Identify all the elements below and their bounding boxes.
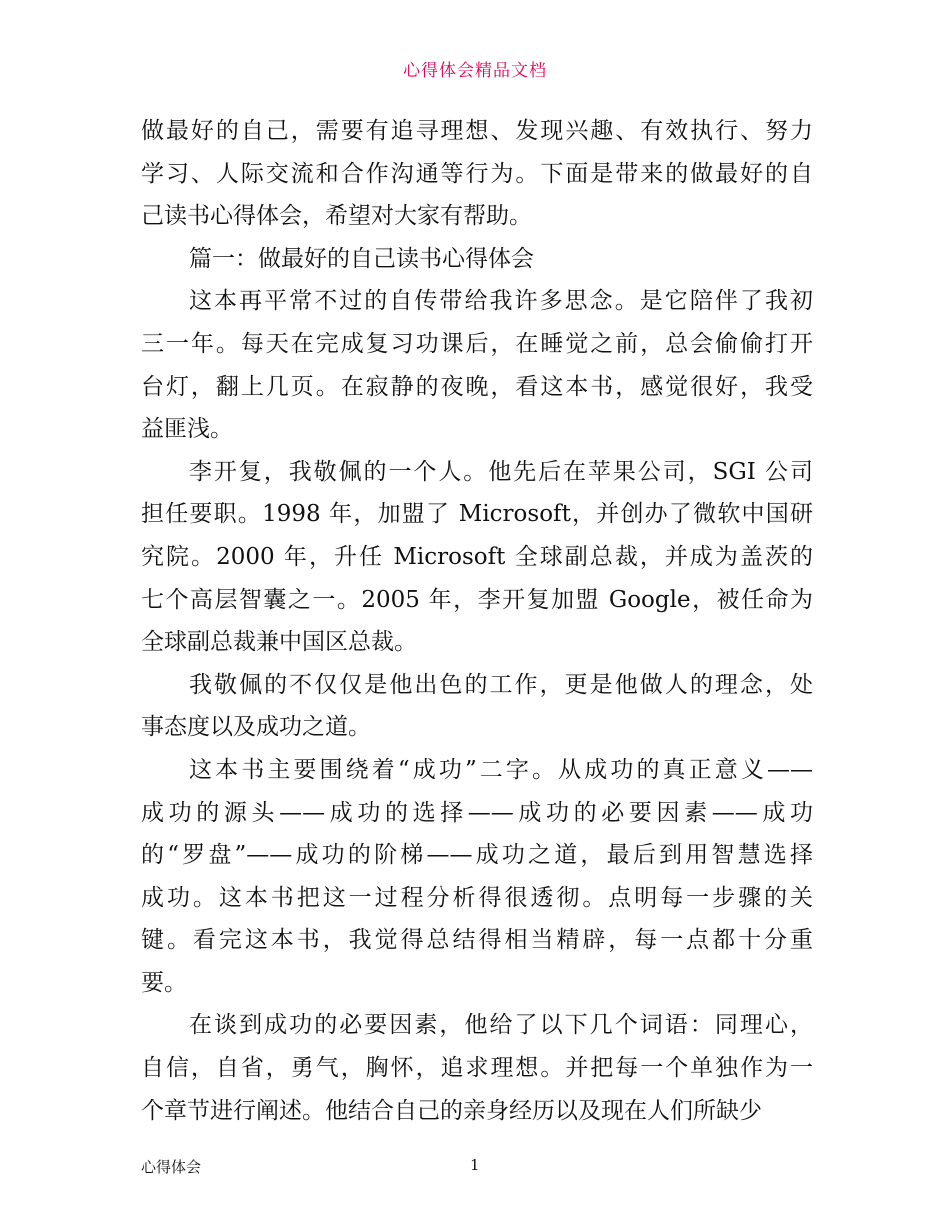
text-line: 担任要职。1998 年，加盟了 Microsoft，并创办了微软中国研 <box>141 501 813 528</box>
text-line: 事态度以及成功之道。 <box>141 714 371 741</box>
paragraph <box>141 451 813 664</box>
text-line: 李开复，我敬佩的一个人。他先后在苹果公司，SGI 公司 <box>189 458 813 485</box>
text-line: 台灯，翻上几页。在寂静的夜晚，看这本书，感觉很好，我受 <box>141 373 813 400</box>
text-line: 我敬佩的不仅仅是他出色的工作，更是他做人的理念，处 <box>189 671 813 698</box>
paragraph <box>141 280 813 450</box>
text-line: 篇一：做最好的自己读书心得体会 <box>189 245 534 272</box>
text-line: 益匪浅。 <box>141 416 233 443</box>
document-body <box>141 110 813 1132</box>
paragraph <box>141 1004 813 1132</box>
text-line: 己读书心得体会，希望对大家有帮助。 <box>141 203 532 230</box>
text-line: 要。 <box>141 969 187 996</box>
text-line: 成功的源头——成功的选择——成功的必要因素——成功 <box>141 799 813 826</box>
text-line: 在谈到成功的必要因素，他给了以下几个词语：同理心， <box>189 1012 813 1039</box>
paragraph <box>141 749 813 1005</box>
text-line: 七个高层智囊之一。2005 年，李开复加盟 Google，被任命为 <box>141 586 813 613</box>
text-line: 键。看完这本书，我觉得总结得相当精辟，每一点都十分重 <box>141 927 813 954</box>
text-line: 的“罗盘”——成功的阶梯——成功之道，最后到用智慧选择 <box>141 842 813 869</box>
text-line: 这本书主要围绕着“成功”二字。从成功的真正意义—— <box>189 756 813 783</box>
text-line: 个章节进行阐述。他结合自己的亲身经历以及现在人们所缺少 <box>141 1097 762 1124</box>
text-line: 全球副总裁兼中国区总裁。 <box>141 629 417 656</box>
text-line: 自信，自省，勇气，胸怀，追求理想。并把每一个单独作为一 <box>141 1055 813 1082</box>
text-line: 三一年。每天在完成复习功课后，在睡觉之前，总会偷偷打开 <box>141 330 813 357</box>
text-line: 这本再平常不过的自传带给我许多思念。是它陪伴了我初 <box>189 288 813 315</box>
text-line: 成功。这本书把这一过程分析得很透彻。点明每一步骤的关 <box>141 884 813 911</box>
page-header-title: 心得体会精品文档 <box>403 61 547 81</box>
page-number: 1 <box>470 1156 480 1174</box>
paragraph <box>141 664 813 749</box>
text-line: 做最好的自己，需要有追寻理想、发现兴趣、有效执行、努力 <box>141 118 813 144</box>
paragraph <box>141 110 813 238</box>
paragraph <box>141 238 813 281</box>
text-line: 学习、人际交流和合作沟通等行为。下面是带来的做最好的自 <box>141 160 813 187</box>
page-footer-label: 心得体会 <box>141 1158 202 1176</box>
text-line: 究院。2000 年，升任 Microsoft 全球副总裁，并成为盖茨的 <box>141 543 813 570</box>
